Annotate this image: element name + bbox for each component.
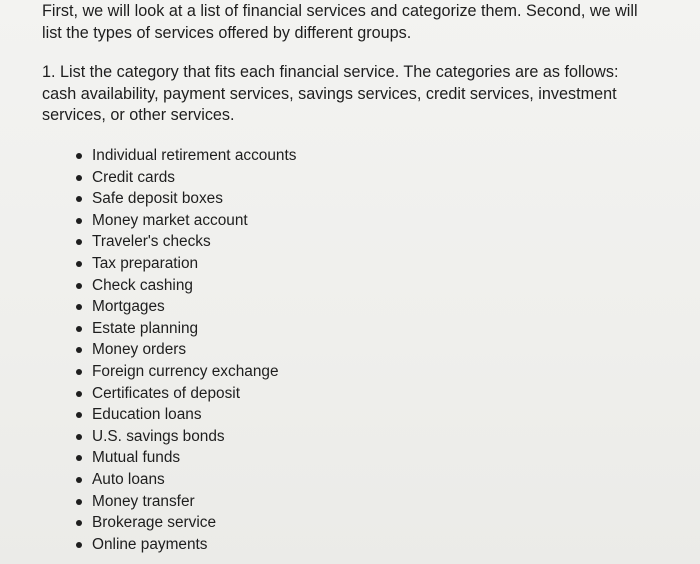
- bullet-icon: [76, 477, 82, 483]
- list-item-label: U.S. savings bonds: [92, 427, 225, 445]
- list-item: [70, 210, 296, 232]
- list-item: [70, 296, 296, 318]
- list-item-label: Money orders: [92, 341, 187, 359]
- bullet-icon: [76, 153, 82, 159]
- list-item-label: Auto loans: [92, 470, 165, 488]
- list-item: [70, 447, 296, 469]
- intro-paragraph: [42, 0, 682, 44]
- bullet-icon: [76, 520, 82, 526]
- bullet-icon: [76, 347, 82, 353]
- list-item: [70, 426, 296, 448]
- financial-services-list: [70, 145, 296, 555]
- bullet-icon: [76, 455, 82, 461]
- bullet-icon: [76, 218, 82, 224]
- list-item: [70, 253, 296, 275]
- list-item-label: Mortgages: [92, 298, 165, 316]
- list-item-label: Money market account: [92, 211, 248, 229]
- list-item: [70, 361, 296, 383]
- list-item-label: Mutual funds: [92, 449, 181, 467]
- list-item: [70, 491, 296, 513]
- intro-line-1: First, we will look at a list of financial services and categorize them. Second, we will: [42, 2, 638, 20]
- list-item: [70, 469, 296, 491]
- list-item: [70, 167, 296, 189]
- list-item: [70, 534, 296, 556]
- question-paragraph: [42, 62, 642, 127]
- intro-line-2: list the types of services offered by different groups.: [42, 24, 412, 42]
- list-item-label: Online payments: [92, 535, 208, 553]
- list-item: [70, 512, 296, 534]
- bullet-icon: [76, 412, 82, 418]
- question-line-1: 1. List the category that fits each financial service. The categories are as follows:: [42, 63, 619, 81]
- bullet-icon: [76, 369, 82, 375]
- list-item: [70, 231, 296, 253]
- question-line-3: services, or other services.: [42, 106, 235, 124]
- list-item-label: Education loans: [92, 406, 202, 424]
- list-item: [70, 383, 296, 405]
- list-item: [70, 145, 296, 167]
- list-item: [70, 318, 296, 340]
- bullet-icon: [76, 434, 82, 440]
- bullet-icon: [76, 304, 82, 310]
- bullet-icon: [76, 326, 82, 332]
- question-line-2: cash availability, payment services, savings services, credit services, investment: [42, 84, 617, 103]
- list-item-label: Check cashing: [92, 276, 193, 294]
- list-item: [70, 339, 296, 361]
- bullet-icon: [76, 239, 82, 245]
- list-item: [70, 188, 296, 210]
- bullet-icon: [76, 391, 82, 397]
- list-item-label: Certificates of deposit: [92, 384, 240, 402]
- bullet-icon: [76, 499, 82, 505]
- list-item-label: Estate planning: [92, 319, 199, 337]
- list-item-label: Credit cards: [92, 168, 175, 186]
- bullet-icon: [76, 196, 82, 202]
- bullet-icon: [76, 542, 82, 548]
- list-item-label: Tax preparation: [92, 254, 199, 272]
- bullet-icon: [76, 175, 82, 181]
- list-item-label: Brokerage service: [92, 514, 217, 532]
- list-item-label: Safe deposit boxes: [92, 190, 223, 208]
- list-item: [70, 404, 296, 426]
- list-item-label: Money transfer: [92, 492, 195, 510]
- list-item-label: Foreign currency exchange: [92, 362, 279, 380]
- bullet-icon: [76, 283, 82, 289]
- list-item-label: Traveler's checks: [92, 233, 211, 251]
- bullet-icon: [76, 261, 82, 267]
- list-item: [70, 275, 296, 297]
- list-item-label: Individual retirement accounts: [92, 147, 297, 164]
